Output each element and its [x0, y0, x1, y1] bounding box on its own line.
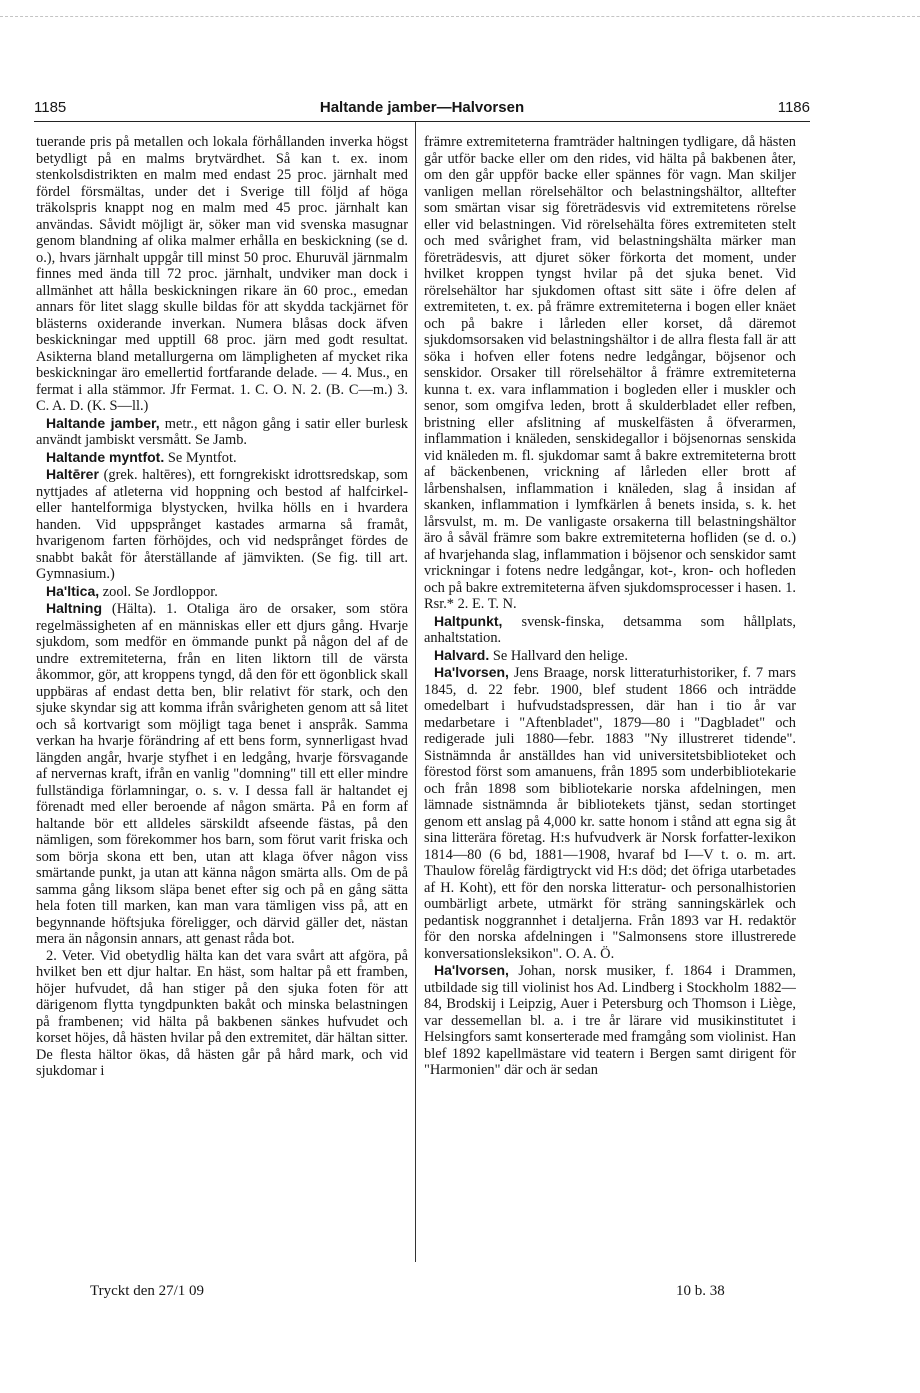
entry-text: (grek. haltēres), ett forngrekiskt idrottsredskap, som nyttjades af atleterna vid hoppning och bestod af halfcirkel- eller hantelformiga blystycken, hvilka hölls en i hvardera handen. Vid uppsprånget kastades armarna så framåt, hvarigenom farten förhöjdes, och vid nedsprånget fördes de snabbt bakåt för återställande af jämvikten. (Se fig. till art. Gymnasium.) [36, 467, 408, 582]
entry-headword: Halvard. [434, 646, 490, 663]
running-title: Haltande jamber—Halvorsen [319, 99, 525, 116]
continued-paragraph: tuerande pris på metallen och lokala förhållanden inverka högst betydligt på en malms brytvärdhet. Så kan t. ex. inom stenkolsdistrikten en malm med endast 25 proc. järnhalt med fördel försmältas, under det i Sverige till följd af höga träkolspris knappt nog en malm med 45 proc. järnhalt kan användas. Såvidt möjligt är, söker man vid svenska masugnar genom blandning af olika malmer erhålla en beskickning (se d. o.), hvars järnhalt uppgår till minst 50 proc. Ehuruväl järnmalm finnes med ända till 72 proc. järnhalt, undviker man dock i allmänhet att hålla beskickningen rikare än 60 proc., emedan annars för litet slagg skulle bildas för att skydda tackjärnet för blästerns oxiderande inverkan. Numera blåsas dock äfven beskickningar med upptill 68 proc. järn med godt resultat. Asikterna bland metallurgerna om lämpligheten af mycket rika beskickningar äro emellertid fortfarande delade. — 4. Mus., en fermat i alla stämmor. Jfr Fermat. 1. C. O. N. 2. (B. C—m.) 3. C. A. D. (K. S—ll.) [36, 134, 408, 414]
page-header [34, 99, 810, 121]
left-column [36, 134, 408, 1260]
entry-text: svensk-finska, detsamma som hållplats, anhaltstation. [424, 613, 796, 646]
entry-text: Johan, norsk musiker, f. 1864 i Drammen, utbildade sig till violinist hos Ad. Lindberg i Stockholm 1882—84, Brodskij i Leipzig, Auer i Petersburg och Thomson i Liège, var dessemellan bl. a. i tre år lärare vid musikinstitutet i Helsingfors samt konserterade med framgång som violinist. Han blef 1892 kapellmästare vid teatern i Bergen samt dirigent för "Harmonien" där och är sedan [424, 963, 796, 1078]
entry-halvorsen-jens [424, 664, 796, 962]
paragraph-veter: 2. Veter. Vid obetydlig hälta kan det vara svårt att afgöra, på hvilket ben ett djur haltar. En häst, som haltar på ett framben, höjer hufvudet, då han stiger på den sjuka foten för att därigenom flytta tyngdpunkten bakåt och minska belastningen på frambenen; vid hälta på bakbenen sänkes hufvudet och korset höjes, då hästen hvilar på den extremitet, där hältan sitter. De flesta hältor ökas, då hästen går på hård mark, och vid sjukdomar i [36, 947, 408, 1079]
entry-headword: Ha'lvorsen, [434, 664, 509, 680]
entry-haltande-jamber [36, 415, 408, 449]
entry-text: metr., ett någon gång i satir eller burlesk användt jambiskt versmått. Se Jamb. [36, 415, 408, 448]
entry-haltpunkt [424, 613, 796, 647]
paragraph-text: främre extremiteterna framträder haltningen tydligare, då hästen går utför backe eller om den rides, vid hälta på bakbenen åter, om den går uppför backe eller spännes för vagn. Man skiljer vanligen mellan rörelsehältor och belastningshältor, alltefter som smärtan visar sig företrädesvis vid extremitetens rörelse eller vid belastningen. Vid rörelsehälta föres extremiteten stelt och med svårighet fram, vid belastningshälta märker man företrädesvis, att djuret söker förkorta det moment, under hvilket kroppen tyngst hvilar på det sjuka benet. Vid rörelsehältor har sjukdomen oftast sitt säte i öfre delen af extremiteten, t. ex. på främre extremiteterna i bogen eller knäet och på bakre i lårleden eller korset, då däremot sjukdomsorsaken vid belastningshältor i de allra flesta fall är att söka i hofven eller fotens nedre ledgångar, böjsenor och senskidor. Orsaker till rörelsehältor å främre extremiteterna kunna t. ex. vara inflammation i bogleden eller i muskler och senor, som omgifva leden, brott å skulderbladet eller refben, bristning eller afslitning af muskelfästen å öfverarmen, inflammation i knäleden, senskidegallor i böjsenornas senskida vid knäleden m. fl. sjukdomar samt å bakre extremiteterna brott af bäckenbenen, vrickning af lårleden eller brott af lårbenshalsen, inflammation i knäleden, slag å insidan af skanken, inflammation i lymfkärlen å benets insida, s. k. het lårsvulst, m. m. De vanligaste orsakerna till belastningshältor äro å såväl främre som bakre extremiteterna hofliden (se d. o.) af hvarjehanda slag, inflammation i böjsenor och senskidor samt vrickningar i fotens nedre ledgångar, kot-, kron- och hofleden och på bakre extremiteterna äfven sjukdomsprocesser i hasen. [424, 134, 796, 596]
entry-haltica [36, 583, 408, 601]
entry-headword: Ha'lvorsen, [434, 962, 509, 978]
entry-haltande-myntfot [36, 449, 408, 467]
column-divider [415, 122, 416, 1262]
entry-text: Se Myntfot. [164, 449, 237, 466]
entry-text: Jens Braage, norsk litteraturhistoriker, f. 7 mars 1845, d. 22 febr. 1900, blef student 1866 och inträdde omedelbart i hufvudstadspressen, där han i tio år var medarbetare i "Aftenbladet", 1879—80 i "Dagbladet" och redigerade juli 1880—febr. 1883 "Ny illustreret tidende". Sistnämnda år anställdes han vid universitetsbiblioteket och förestod först som amanuens, från 1895 som underbibliotekarie och från 1898 som bibliotekarie norska afdelningen, men lämnade sistnämnda år bibliotekets tjänst, sedan stortinget genom ett anslag på 4,000 kr. satte honom i stånd att egna sig åt sina litterära företag. H:s hufvudverk är Norsk forfatter-lexikon 1814—80 (6 bd, 1881—1908, hvaraf bd I—V t. o. m. art. Thaulow förelåg färdigtryckt vid H:s död; det öfriga utarbetades af H. Koht), ett för den norska litteratur- och personalhistorien oumbärligt arbete, utmärkt för sträng sanningskärlek och pedantisk noggrannhet i detaljerna. Från 1893 var H. redaktör för den norska afdelningen i "Salmonsens store illustrerede konversationsleksikon". [424, 665, 796, 962]
page-number-left: 1185 [34, 99, 67, 116]
entry-headword: Haltpunkt, [434, 612, 503, 629]
entry-text: Se Hallvard den helige. [489, 647, 628, 664]
entry-headword: Haltande myntfot. [46, 448, 165, 465]
entry-text: (Hälta). 1. Otaliga äro de orsaker, som störa regelmässigheten af en människas eller ett djurs gång. Hvarje sjukdom, som medför en ömmande punkt på någon del af de undre extremiteterna, från en liten liktorn till de värsta åkommor, gör, att kroppens tyngd, då den för ett ögonblick skall uppbäras af endast detta ben, blir relativt för stark, och den sjuke skyndar sig att komma ifrån svårigheten genom att så litet och så kortvarigt som möjligt taga benet i anspråk. Samma verkan ha hvarje förändring af ett bens form, synnerligast hvad längden angår, hvarje styfhet i en ledgång, hvarje försvagande af nervernas kraft, ifrån en vanlig "domning" till ett eller mindre fullständiga förlamningar, o. s. v. I dessa fall är haltandet ej förenadt med eller beroende af någon smärta. På en form af haltande bör ett alldeles särskildt afseende fästas, på den nämligen, som förekommer hos barn, som förut varit friska och som börja skona ett ben, utan att klaga öfver någon viss smärtande punkt, ja utan att känna någon smärta alls. Om de på samma gång liksom släpa benet efter sig och på en gång sätta hela foten till marken, kan man vara tämligen viss på, att en begynnande höftsjuka föreligger, och därvid gäller det, nästan mera än någonsin annars, att genast råda bot. [36, 601, 408, 947]
entry-headword: Haltērer [46, 466, 99, 482]
entry-haltning [36, 600, 408, 948]
page-number-right: 1186 [777, 99, 810, 116]
right-column [424, 134, 796, 1260]
entry-halvorsen-johan [424, 962, 796, 1079]
author-signature: O. A. Ö. [565, 945, 615, 962]
entry-headword: Haltande jamber, [46, 414, 160, 431]
signature-mark: 10 b. 38 [676, 1283, 725, 1299]
entry-headword: Haltning [46, 600, 102, 616]
entry-headword: Ha'ltica, [46, 582, 100, 599]
continued-paragraph [424, 134, 796, 613]
entry-halvard [424, 647, 796, 665]
entry-halterer [36, 466, 408, 583]
entry-text: zool. Se Jordloppor. [99, 583, 218, 600]
scan-top-edge [0, 16, 920, 17]
header-rule [34, 121, 810, 122]
author-signature: 1. Rsr.* 2. E. T. N. [424, 579, 796, 612]
print-date: Tryckt den 27/1 09 [90, 1283, 205, 1299]
